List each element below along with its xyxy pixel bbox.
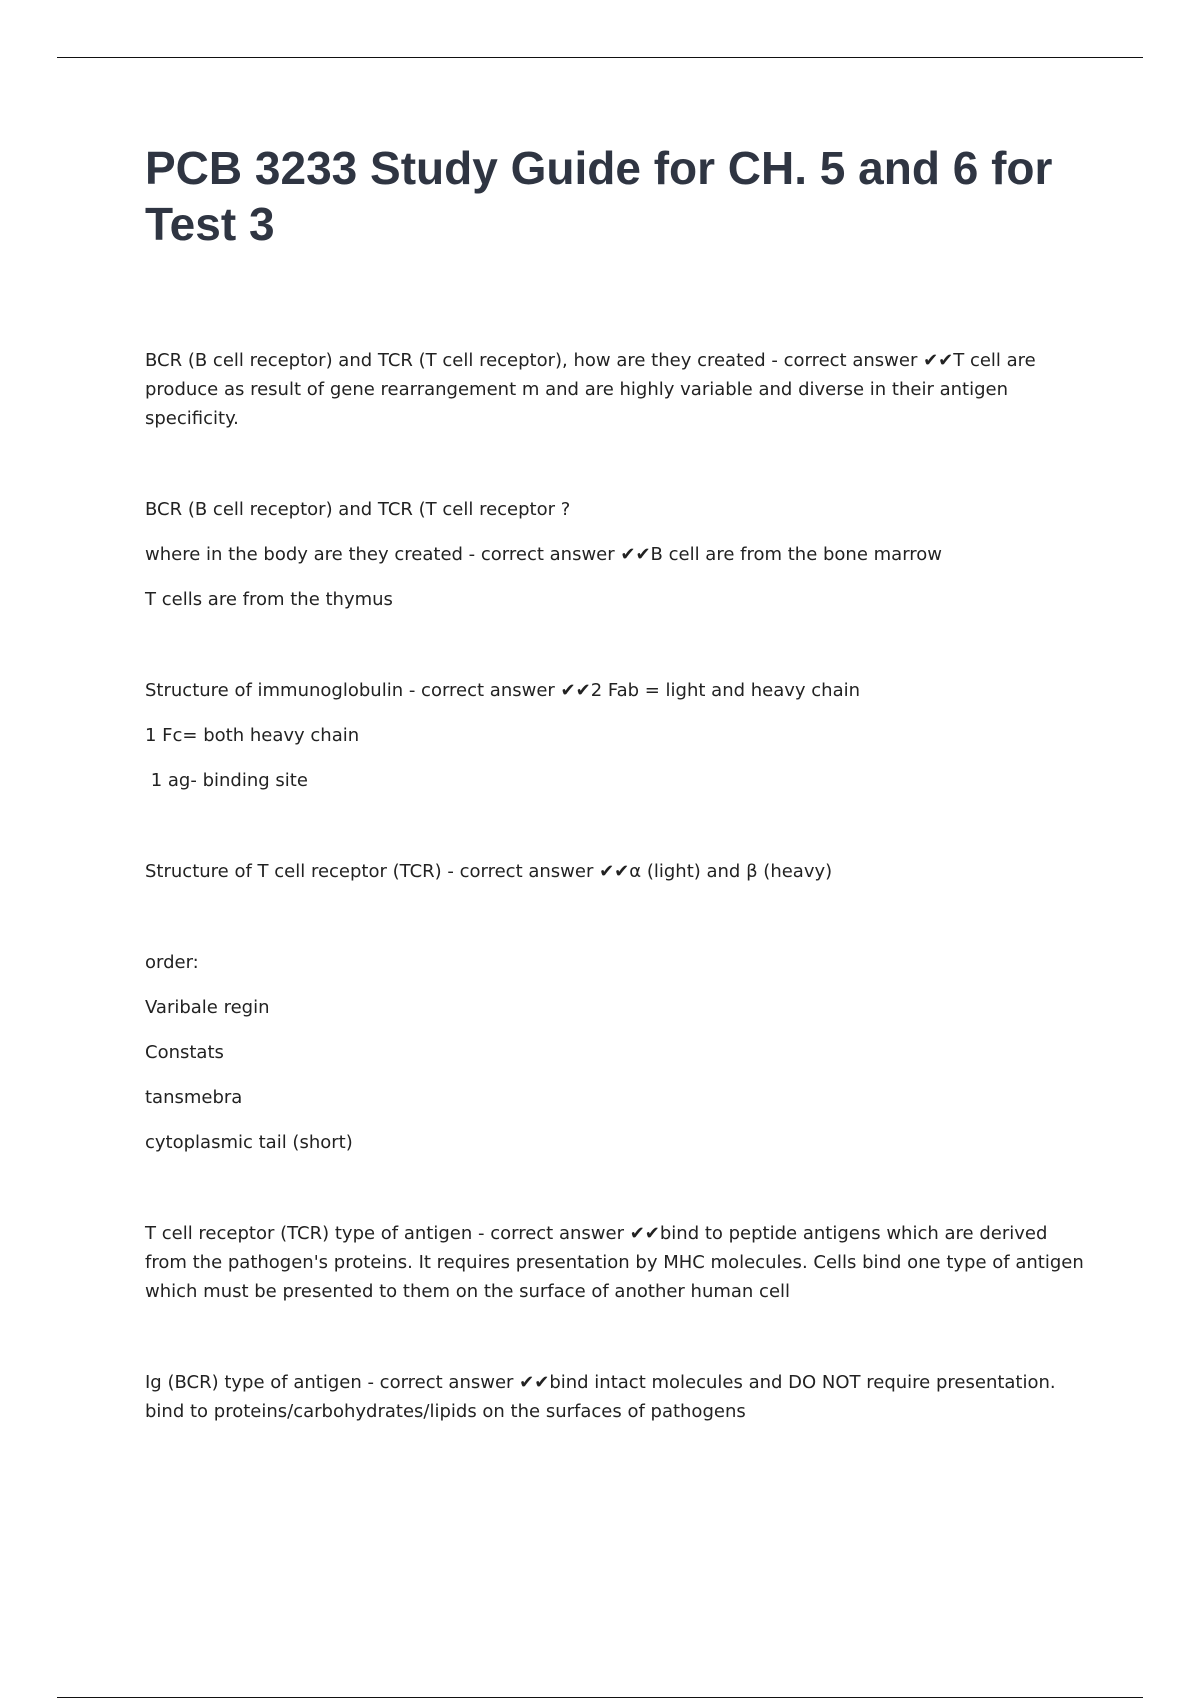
entry-text: Ig (BCR) type of antigen - correct answer ✔✔bind intact molecules and DO NOT require presentation. bind to proteins/carbohydrates/lipids on the surfaces of pathogens xyxy=(145,1372,1056,1422)
entry-bcr-tcr-origin xyxy=(145,495,1085,614)
entry-line: T cells are from the thymus xyxy=(145,589,393,610)
entry-line: BCR (B cell receptor) and TCR (T cell receptor ? xyxy=(145,499,571,520)
entry-bcr-tcr-creation xyxy=(145,346,1085,433)
entry-tcr-antigen xyxy=(145,1219,1085,1306)
entry-order xyxy=(145,948,1085,1157)
bottom-rule xyxy=(57,1697,1143,1698)
top-rule xyxy=(57,57,1143,58)
entry-line: Constats xyxy=(145,1042,224,1063)
page-content xyxy=(145,140,1085,1488)
study-entries xyxy=(145,346,1085,1426)
entry-line: where in the body are they created - correct answer ✔✔B cell are from the bone marrow xyxy=(145,544,943,565)
entry-text: BCR (B cell receptor) and TCR (T cell receptor), how are they created - correct answer ✔✔T cell are produce as result of gene rearrangement m and are highly variable and diverse in their antigen specificity. xyxy=(145,350,1036,429)
entry-line: cytoplasmic tail (short) xyxy=(145,1132,353,1153)
document-title: PCB 3233 Study Guide for CH. 5 and 6 for Test 3 xyxy=(145,142,1053,250)
entry-tcr-structure xyxy=(145,857,1085,886)
entry-line: 1 Fc= both heavy chain xyxy=(145,725,360,746)
entry-line: Structure of immunoglobulin - correct answer ✔✔2 Fab = light and heavy chain xyxy=(145,680,861,701)
entry-immunoglobulin-structure xyxy=(145,676,1085,795)
entry-line: 1 ag- binding site xyxy=(145,770,308,791)
entry-ig-antigen xyxy=(145,1368,1085,1426)
entry-text: Structure of T cell receptor (TCR) - correct answer ✔✔α (light) and β (heavy) xyxy=(145,861,833,882)
entry-line: Varibale regin xyxy=(145,997,270,1018)
entry-text: T cell receptor (TCR) type of antigen - correct answer ✔✔bind to peptide antigens which are derived from the pathogen's proteins. It requires presentation by MHC molecules. Cells bind one type of antigen which must be presented to them on the surface of another human cell xyxy=(145,1223,1084,1302)
entry-line: order: xyxy=(145,952,199,973)
entry-line: tansmebra xyxy=(145,1087,243,1108)
